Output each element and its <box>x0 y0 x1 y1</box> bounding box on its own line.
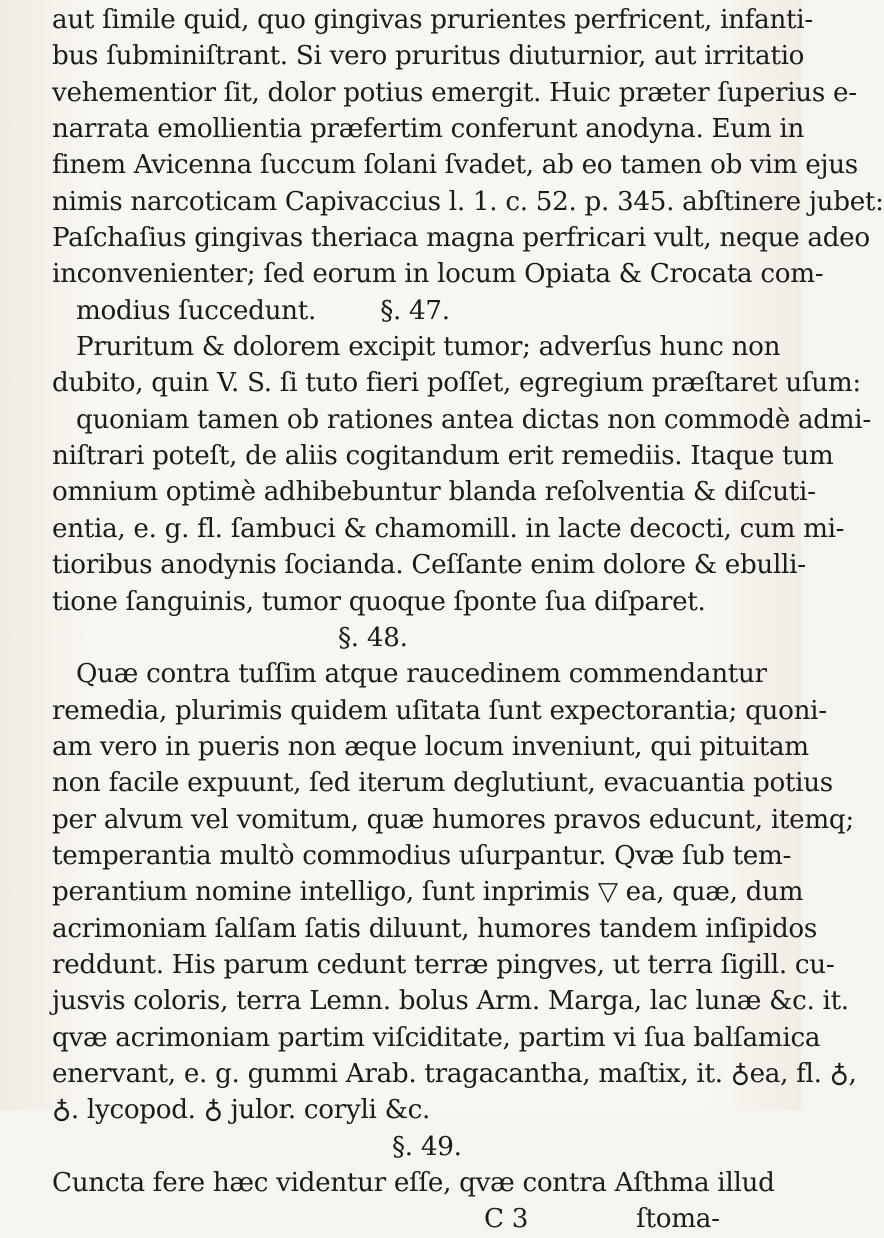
section-heading-49: §. 49. <box>392 1131 462 1162</box>
text-line: acrimoniam ſalſam ſatis diluunt, humores tandem inſipidos <box>52 913 818 944</box>
text-line: ♁. lycopod. ♁ julor. coryli &c. <box>52 1095 431 1126</box>
text-line: nimis narcoticam Capivaccius l. 1. c. 52. p. 345. abſtinere jubet: <box>52 186 884 217</box>
page-footer <box>52 1201 792 1237</box>
text-line: Paſchaſius gingivas theriaca magna perfricari vult, neque adeo <box>52 223 870 254</box>
text-line: enervant, e. g. gummi Arab. tragacantha, maſtix, it. ♁ea, fl. ♁, <box>52 1058 857 1089</box>
text-line: am vero in pueris non æque locum inveniunt, qui pituitam <box>52 731 809 762</box>
text-line: vehementior ſit, dolor potius emergit. Huic præter ſuperius e- <box>52 77 857 108</box>
text-line: reddunt. His parum cedunt terræ pingves, ut terra ſigill. cu- <box>52 949 835 980</box>
text-line: per alvum vel vomitum, quæ humores pravos educunt, itemq; <box>52 804 854 835</box>
text-line: bus ſubminiſtrant. Si vero pruritus diuturnior, aut irritatio <box>52 41 805 72</box>
text-line: niſtrari poteſt, de aliis cogitandum erit remediis. Itaque tum <box>52 441 834 472</box>
text-line: finem Avicenna ſuccum ſolani ſvadet, ab eo tamen ob vim ejus <box>52 150 858 181</box>
text-line: temperantia multò commodius uſurpantur. Qvæ ſub tem- <box>52 840 792 871</box>
text-line: dubito, quin V. S. ſi tuto fieri poſſet, egregium præſtaret uſum: <box>52 368 861 399</box>
text-line: perantium nomine intelligo, ſunt inprimis ▽ ea, quæ, dum <box>52 877 804 908</box>
text-line: entia, e. g. fl. ſambuci & chamomill. in lacte decocti, cum mi- <box>52 513 845 544</box>
text-line: omnium optimè adhibebuntur blanda reſolventia & diſcuti- <box>52 477 816 508</box>
text-line: jusvis coloris, terra Lemn. bolus Arm. Marga, lac lunæ &c. it. <box>52 986 849 1017</box>
catchword: ſtoma- <box>636 1204 720 1235</box>
text-line: quoniam tamen ob rationes antea dictas non commodè admi- <box>76 404 871 435</box>
text-line: remedia, plurimis quidem uſitata ſunt expectorantia; quoni- <box>52 695 827 726</box>
text-line: tioribus anodynis ſocianda. Ceſſante enim dolore & ebulli- <box>52 550 806 581</box>
text-line: Cuncta fere hæc videntur eſſe, qvæ contra Aſthma illud <box>52 1168 775 1198</box>
text-line: aut ſimile quid, quo gingivas prurientes perfricent, infanti- <box>52 5 813 35</box>
paragraph-start-line: Pruritum & dolorem excipit tumor; adverſus hunc non <box>76 332 781 363</box>
text-line: modius ſuccedunt. §. 47. <box>76 295 450 326</box>
page-text-block <box>52 2 884 1238</box>
signature-mark: C 3 <box>484 1204 529 1235</box>
text-line: qvæ acrimoniam partim viſciditate, partim vi ſua balſamica <box>52 1022 821 1053</box>
text-line: inconvenienter; ſed eorum in locum Opiata & Crocata com- <box>52 259 824 290</box>
paragraph-start-line: Quæ contra tuſſim atque raucedinem commendantur <box>76 659 767 690</box>
text-line: non facile expuunt, ſed iterum deglutiunt, evacuantia potius <box>52 768 833 799</box>
section-heading-48: §. 48. <box>338 622 408 653</box>
text-line: narrata emollientia præfertim conferunt anodyna. Eum in <box>52 114 805 145</box>
text-line: tione ſanguinis, tumor quoque ſponte ſua diſparet. <box>52 586 706 617</box>
